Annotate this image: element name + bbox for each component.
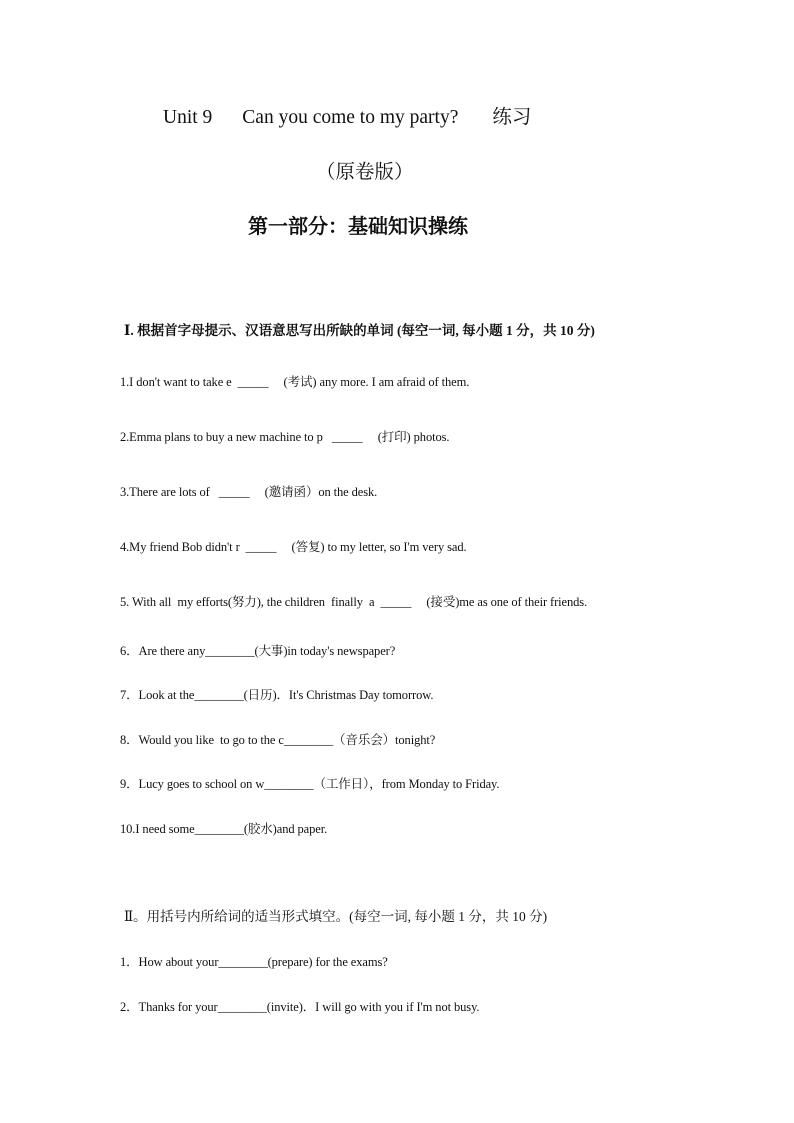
exercise-item: 6．Are there any________(大事)in today's newspaper? [120, 644, 396, 658]
exercise-item: 2．Thanks for your________(invite)．I will go with you if I'm not busy. [120, 1000, 480, 1014]
exercise-item: 1.I don't want to take e _____ (考试) any more. I am afraid of them. [120, 375, 470, 389]
exercise-item: 1．How about your________(prepare) for the exams? [120, 955, 388, 969]
exercise-item: 3.There are lots of _____ (邀请函）on the desk. [120, 485, 378, 499]
exercise-item: 2.Emma plans to buy a new machine to p _____ (打印) photos. [120, 430, 450, 444]
document-subtitle: （原卷版） [316, 162, 414, 183]
exercise-item: 10.I need some________(胶水)and paper. [120, 822, 328, 836]
exercise-item: 7．Look at the________(日历)．It's Christmas Day tomorrow. [120, 688, 434, 702]
section-2-heading: Ⅱ。用括号内所给词的适当形式填空。(每空一词, 每小题 1 分，共 10 分) [124, 909, 548, 924]
section-1-heading: Ⅰ. 根据首字母提示、汉语意思写出所缺的单词 (每空一词, 每小题 1 分，共 10 分) [124, 323, 595, 338]
document-title [163, 104, 531, 132]
exercise-item: 9．Lucy goes to school on w________（工作日），from Monday to Friday. [120, 777, 500, 791]
title-question: Can you come to my party? [242, 107, 459, 128]
title-unit: Unit 9 [163, 107, 213, 128]
exercise-item: 5. With all my efforts(努力), the children finally a _____ (接受)me as one of their friends. [120, 595, 588, 609]
exercise-item: 8．Would you like to go to the c________（音乐会）tonight? [120, 733, 436, 747]
exercise-item: 4.My friend Bob didn't r _____ (答复) to my letter, so I'm very sad. [120, 540, 467, 554]
part-heading: 第一部分：基础知识操练 [248, 216, 468, 238]
title-label: 练习 [492, 107, 532, 128]
